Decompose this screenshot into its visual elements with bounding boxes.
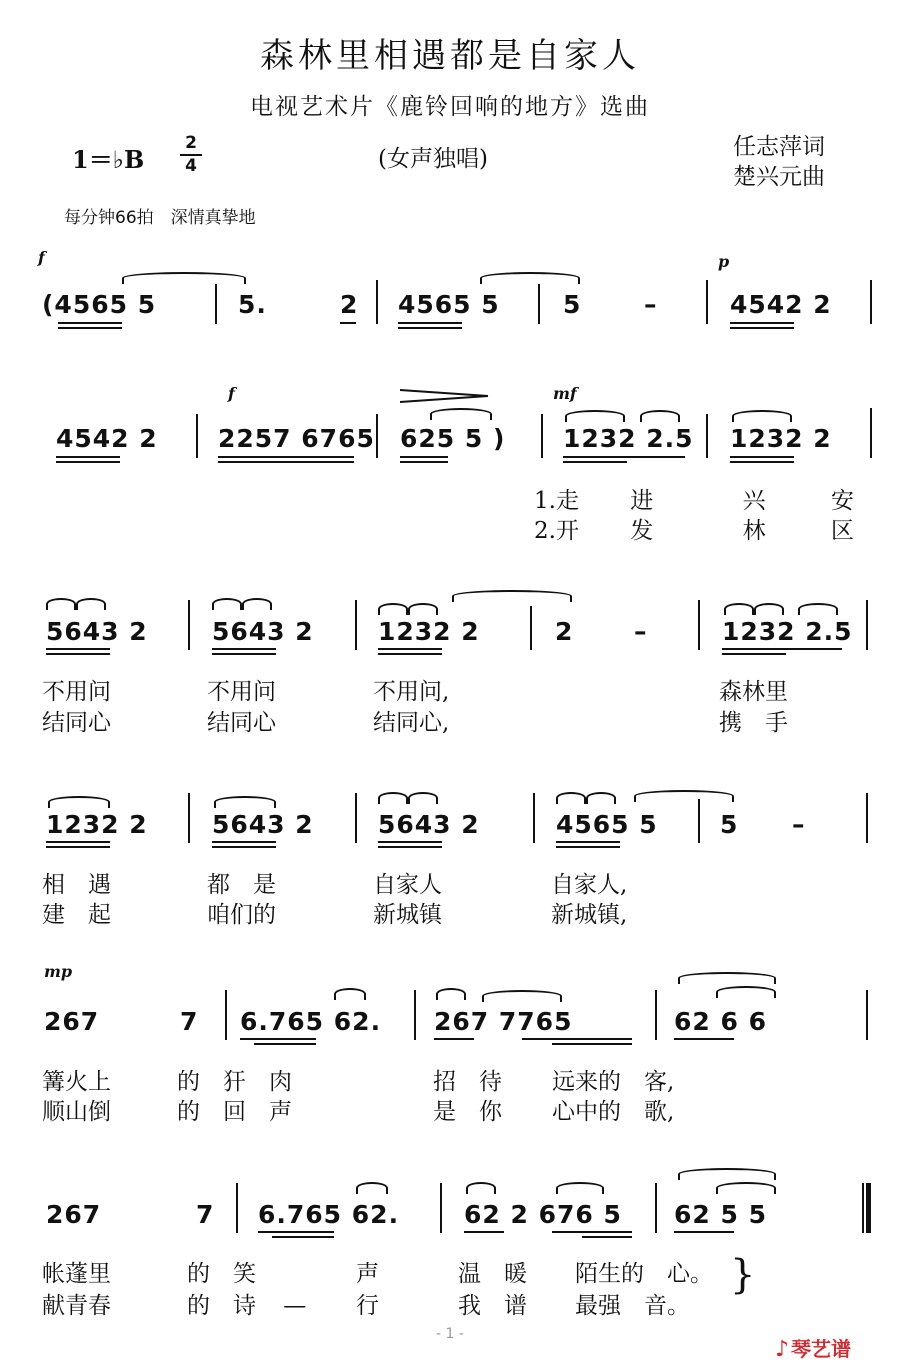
lyric-word: 携 手 — [719, 710, 788, 736]
slur — [242, 598, 272, 610]
lyric-word: 都 是 — [207, 872, 276, 898]
note-group: 7 — [180, 1007, 199, 1036]
lyric-word: 温 暖 — [458, 1261, 527, 1287]
slur — [466, 1182, 496, 1194]
barline — [655, 1183, 657, 1233]
dynamic-p: p — [718, 252, 730, 271]
time-signature — [180, 134, 202, 176]
lyric-word: 陌生的 心。 — [575, 1261, 713, 1287]
slur — [436, 988, 466, 1000]
lyric-word: 结同心 — [207, 710, 276, 736]
dynamic-mf: mf — [553, 384, 577, 403]
lyric-word: 1.走 — [534, 488, 579, 514]
underline — [254, 1043, 316, 1045]
lyric-word: 的 笑 — [187, 1261, 256, 1287]
underline — [56, 461, 120, 463]
underline — [552, 1043, 632, 1045]
slur — [565, 410, 625, 422]
lyric-word: 的 回 声 — [177, 1099, 292, 1125]
key-signature: 1＝♭B — [72, 145, 145, 174]
underline — [730, 461, 794, 463]
barline — [355, 793, 357, 843]
underline — [340, 322, 356, 324]
dynamic-f: f — [228, 384, 235, 403]
slur — [716, 986, 776, 998]
underline — [240, 1038, 316, 1040]
note-group: 2 — [340, 290, 359, 319]
tie — [678, 1168, 776, 1180]
barline — [870, 280, 872, 324]
underline — [398, 322, 462, 324]
underline — [400, 456, 448, 458]
underline — [730, 456, 794, 458]
underline — [212, 841, 276, 843]
underline — [730, 327, 794, 329]
underline — [674, 1038, 734, 1040]
note-group: 4565 5 — [398, 290, 500, 319]
slur — [356, 1182, 388, 1194]
underline — [434, 1038, 474, 1040]
slur — [430, 408, 492, 420]
note-group: (4565 5 — [42, 290, 157, 319]
barline — [188, 793, 190, 843]
note-group: 6.765 62. — [240, 1007, 382, 1036]
underline — [218, 456, 354, 458]
note-group: 2257 6765 — [218, 424, 375, 453]
lyric-word: 新城镇, — [551, 902, 628, 928]
note-group: 1232 2.5 — [722, 617, 853, 646]
decrescendo-hairpin — [400, 388, 490, 404]
lyric-word: 结同心 — [42, 710, 111, 736]
underline — [674, 1231, 734, 1233]
note-group: 1232 2 — [46, 810, 148, 839]
lyric-word: 的 犴 肉 — [177, 1069, 292, 1095]
underline — [58, 322, 122, 324]
barline — [698, 600, 700, 650]
note-group: 5 — [563, 290, 582, 319]
song-title: 森林里相遇都是自家人 — [260, 36, 640, 76]
closing-brace: } — [730, 1252, 756, 1298]
logo-text: 琴艺谱 — [791, 1337, 852, 1361]
lyric-word: 安 — [830, 488, 854, 514]
barline — [376, 280, 378, 324]
note-group: 267 — [44, 1007, 100, 1036]
slur — [408, 792, 438, 804]
slur — [378, 792, 408, 804]
barline — [196, 414, 198, 458]
slur — [640, 410, 680, 422]
slur — [46, 598, 76, 610]
underline — [378, 846, 442, 848]
underline — [400, 461, 448, 463]
tempo-marking: 每分钟66拍 深情真挚地 — [64, 208, 256, 228]
underline — [522, 1038, 632, 1040]
note-group: 5643 2 — [46, 617, 148, 646]
underline — [46, 653, 110, 655]
underline — [552, 1231, 632, 1233]
note-group: 62 5 5 — [674, 1200, 767, 1229]
lyric-word: 行 — [356, 1293, 379, 1319]
note-group: – — [644, 290, 658, 319]
underline — [378, 648, 442, 650]
barline — [698, 799, 700, 843]
slur — [212, 598, 242, 610]
underline — [218, 461, 354, 463]
underline — [58, 327, 122, 329]
note-group: 1232 2 — [378, 617, 480, 646]
lyric-verse1 — [534, 482, 854, 515]
slur — [724, 603, 754, 615]
time-signature-top: 2 — [185, 133, 197, 153]
lyricist: 任志萍词 — [733, 134, 825, 160]
barline — [414, 990, 416, 1040]
barline — [655, 990, 657, 1040]
barline — [866, 990, 868, 1040]
note-group: – — [792, 810, 806, 839]
slur — [76, 598, 106, 610]
barline — [440, 1183, 442, 1233]
final-barline — [862, 1183, 871, 1233]
barline — [215, 284, 217, 324]
lyric-word: 相 遇 — [42, 872, 111, 898]
note-group: 4542 2 — [730, 290, 832, 319]
underline — [56, 456, 120, 458]
underline — [556, 846, 620, 848]
note-group: 5643 2 — [378, 810, 480, 839]
underline — [378, 653, 442, 655]
barline — [870, 408, 872, 458]
underline — [398, 327, 462, 329]
barline — [533, 793, 535, 843]
song-subtitle: 电视艺术片《鹿铃回响的地方》选曲 — [250, 94, 650, 120]
underline — [272, 1236, 334, 1238]
slur — [48, 796, 110, 808]
slur — [378, 603, 408, 615]
underline — [46, 841, 110, 843]
dynamic-mp: mp — [44, 962, 73, 981]
note-group: 7 — [196, 1200, 215, 1229]
lyric-word: 不用问 — [207, 679, 276, 705]
lyric-word: 自家人, — [551, 872, 628, 898]
note-group: 4565 5 — [556, 810, 658, 839]
barline — [530, 606, 532, 650]
note-group: 5643 2 — [212, 810, 314, 839]
tie — [480, 272, 580, 284]
lyric-word: 2.开 — [534, 518, 579, 544]
credits — [733, 132, 825, 192]
underline — [378, 841, 442, 843]
music-note-icon: ♪ — [775, 1337, 790, 1362]
lyric-word: 是 你 — [433, 1099, 502, 1125]
lyric-word: 帐蓬里 — [42, 1261, 111, 1287]
lyric-word: 我 谱 — [458, 1293, 527, 1319]
lyric-word: 自家人 — [373, 872, 442, 898]
note-group: 62 2 676 5 — [464, 1200, 622, 1229]
slur — [556, 792, 586, 804]
slur — [586, 792, 616, 804]
note-group: 625 5 ) — [400, 424, 506, 453]
lyric-verse2 — [534, 512, 854, 545]
underline — [563, 461, 627, 463]
barline — [866, 600, 868, 650]
lyric-word: 森林里 — [719, 679, 788, 705]
underline — [46, 648, 110, 650]
note-group: 4542 2 — [56, 424, 158, 453]
slur — [798, 603, 838, 615]
lyric-word: 的 诗 — — [187, 1293, 307, 1319]
underline — [212, 648, 276, 650]
slur — [556, 1182, 604, 1194]
lyric-word: 远来的 客, — [552, 1069, 675, 1095]
site-logo[interactable] — [775, 1333, 851, 1362]
underline — [258, 1231, 334, 1233]
lyric-word: 发 — [630, 518, 654, 544]
tie — [122, 272, 246, 284]
slur — [754, 603, 784, 615]
lyric-word: 心中的 歌, — [552, 1099, 675, 1125]
lyric-word: 咱们的 — [207, 902, 276, 928]
underline — [556, 841, 620, 843]
time-signature-bottom: 4 — [185, 156, 197, 176]
lyric-word: 献青春 — [42, 1293, 111, 1319]
barline — [541, 414, 543, 458]
note-group: 5 — [720, 810, 739, 839]
note-group: 267 7765 — [434, 1007, 573, 1036]
underline — [722, 653, 786, 655]
barline — [706, 414, 708, 458]
lyric-word: 结同心, — [373, 710, 450, 736]
note-group: 267 — [46, 1200, 102, 1229]
slur — [408, 603, 438, 615]
lyric-word: 顺山倒 — [42, 1099, 111, 1125]
note-group: 1232 2.5 — [563, 424, 694, 453]
lyric-word: 建 起 — [42, 902, 111, 928]
tie — [634, 790, 734, 802]
underline — [563, 456, 685, 458]
note-group: 2 — [555, 617, 574, 646]
note-group: 5. — [238, 290, 267, 319]
lyric-word: 篝火上 — [42, 1069, 111, 1095]
lyric-word: 新城镇 — [373, 902, 442, 928]
underline — [212, 846, 276, 848]
slur — [732, 410, 792, 422]
lyric-word: 不用问 — [42, 679, 111, 705]
underline — [730, 322, 794, 324]
underline — [46, 846, 110, 848]
note-group: 62 6 6 — [674, 1007, 767, 1036]
tie — [678, 972, 776, 984]
underline — [582, 1236, 632, 1238]
lyric-word: 兴 — [742, 488, 766, 514]
note-group: – — [634, 617, 648, 646]
lyric-word: 招 待 — [433, 1069, 502, 1095]
note-group: 6.765 62. — [258, 1200, 400, 1229]
barline — [706, 280, 708, 324]
barline — [376, 414, 378, 458]
note-group: 1232 2 — [730, 424, 832, 453]
barline — [538, 284, 540, 324]
page-number: - 1 - — [436, 1326, 464, 1342]
voice-type: (女声独唱) — [378, 146, 488, 172]
underline — [212, 653, 276, 655]
tie — [482, 990, 562, 1002]
lyric-word: 进 — [630, 488, 654, 514]
slur — [214, 796, 276, 808]
tie — [452, 590, 572, 602]
underline — [722, 648, 842, 650]
barline — [188, 600, 190, 650]
lyric-word: 区 — [830, 518, 854, 544]
lyric-word: 不用问, — [373, 679, 450, 705]
note-group: 5643 2 — [212, 617, 314, 646]
slur — [334, 988, 366, 1000]
slur — [716, 1182, 776, 1194]
composer: 楚兴元曲 — [733, 164, 825, 190]
lyric-word: 声 — [356, 1261, 379, 1287]
dynamic-f: f — [38, 248, 45, 267]
lyric-word: 最强 音。 — [575, 1293, 690, 1319]
underline — [464, 1231, 504, 1233]
barline — [355, 600, 357, 650]
lyric-word: 林 — [742, 518, 766, 544]
barline — [236, 1183, 238, 1233]
barline — [225, 990, 227, 1040]
barline — [866, 793, 868, 843]
